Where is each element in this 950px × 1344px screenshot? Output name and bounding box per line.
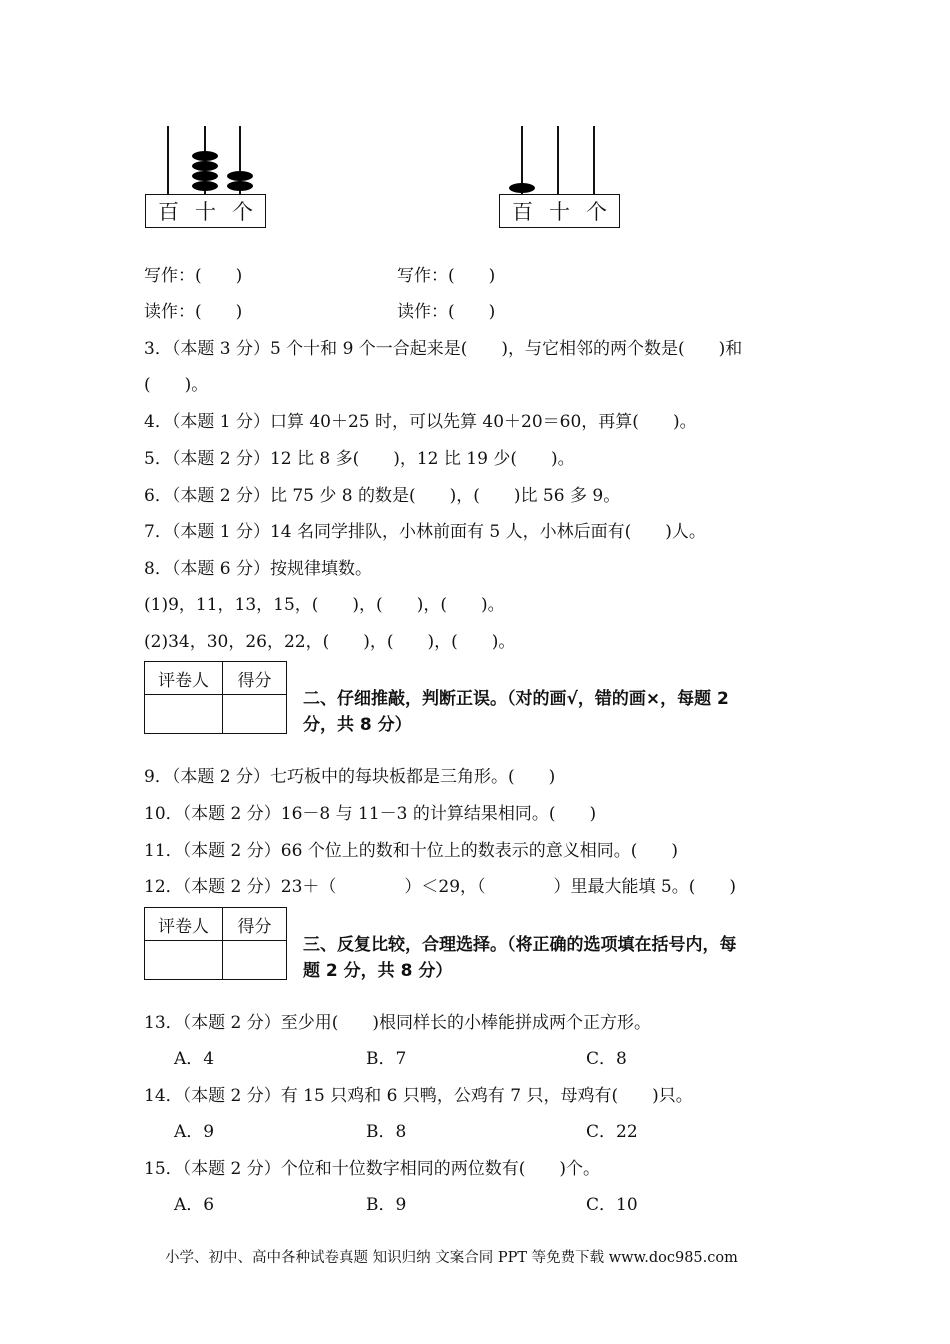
score-table-section-3 [144, 907, 287, 980]
question-12: 12．（本题 2 分）23＋（ ）＜29，（ ）里最大能填 5。( ) [144, 877, 737, 897]
abacus-label-hundreds: 百 [512, 200, 533, 224]
abacus-bead [192, 161, 218, 171]
abacus-bead [509, 183, 535, 193]
abacus-label-tens: 十 [549, 200, 570, 224]
read-right: 读作：( ) [397, 302, 496, 322]
score-cell [223, 941, 287, 980]
question-14-option-b: B．8 [366, 1122, 407, 1142]
grader-cell [145, 695, 223, 734]
section-3-title-line-2: 题 2 分，共 8 分） [303, 961, 453, 981]
question-15-option-a: A．6 [174, 1195, 215, 1215]
section-2-title-line-2: 分，共 8 分） [303, 715, 412, 735]
question-5: 5．（本题 2 分）12 比 8 多( )，12 比 19 少( )。 [144, 449, 575, 469]
score-table-section-2 [144, 661, 287, 734]
abacus-label-ones: 个 [586, 200, 607, 224]
question-13-option-c: C．8 [586, 1049, 627, 1069]
abacus-label-tens: 十 [195, 200, 216, 224]
question-9: 9．（本题 2 分）七巧板中的每块板都是三角形。( ) [144, 767, 556, 787]
question-8-part-2: (2)34，30，26，22，( )，( )，( )。 [144, 632, 516, 652]
score-header: 得分 [223, 908, 287, 941]
section-3-title [303, 932, 737, 984]
question-6: 6．（本题 2 分）比 75 少 8 的数是( )，( )比 56 多 9。 [144, 486, 621, 506]
question-8: 8．（本题 6 分）按规律填数。 [144, 559, 372, 579]
abacus-left-label-box [145, 194, 266, 228]
score-cell [223, 695, 287, 734]
question-7: 7．（本题 1 分）14 名同学排队，小林前面有 5 人，小林后面有( )人。 [144, 522, 706, 542]
question-8-part-1: (1)9，11，13，15，( )，( )，( )。 [144, 595, 505, 615]
section-2-title-line-1: 二、仔细推敲，判断正误。（对的画√，错的画×，每题 2 [303, 689, 729, 709]
abacus-bead [192, 171, 218, 181]
abacus-right-rod-ones [593, 126, 595, 194]
abacus-left-rod-hundreds [167, 126, 169, 194]
question-13-option-a: A．4 [174, 1049, 215, 1069]
write-right: 写作：( ) [397, 266, 496, 286]
abacus-label-hundreds: 百 [158, 200, 179, 224]
question-10: 10．（本题 2 分）16－8 与 11－3 的计算结果相同。( ) [144, 804, 597, 824]
question-4: 4．（本题 1 分）口算 40＋25 时，可以先算 40＋20＝60，再算( )。 [144, 412, 697, 432]
question-14-option-a: A．9 [174, 1122, 215, 1142]
abacus-bead [192, 181, 218, 191]
footer-banner: 小学、初中、高中各种试卷真题 知识归纳 文案合同 PPT 等免费下载 www.doc985.com [165, 1250, 738, 1266]
question-15-option-c: C．10 [586, 1195, 638, 1215]
question-3: 3．（本题 3 分）5 个十和 9 个一合起来是( )，与它相邻的两个数是( )和 [144, 339, 743, 359]
question-3-continued: ( )。 [144, 375, 209, 395]
abacus-right-label-box [499, 194, 620, 228]
write-left: 写作：( ) [144, 266, 243, 286]
abacus-bead [227, 181, 253, 191]
question-15: 15．（本题 2 分）个位和十位数字相同的两位数有( )个。 [144, 1159, 601, 1179]
grader-cell [145, 941, 223, 980]
abacus-label-ones: 个 [232, 200, 253, 224]
score-header: 得分 [223, 662, 287, 695]
question-13: 13．（本题 2 分）至少用( )根同样长的小棒能拼成两个正方形。 [144, 1013, 652, 1033]
question-14-option-c: C．22 [586, 1122, 638, 1142]
abacus-right-rod-tens [557, 126, 559, 194]
section-2-title [303, 686, 729, 738]
abacus-bead [192, 151, 218, 161]
section-3-title-line-1: 三、反复比较，合理选择。（将正确的选项填在括号内，每 [303, 935, 737, 955]
grader-header: 评卷人 [145, 908, 223, 941]
question-14: 14．（本题 2 分）有 15 只鸡和 6 只鸭，公鸡有 7 只，母鸡有( )只。 [144, 1086, 693, 1106]
question-13-option-b: B．7 [366, 1049, 407, 1069]
abacus-bead [227, 171, 253, 181]
read-left: 读作：( ) [144, 302, 243, 322]
question-15-option-b: B．9 [366, 1195, 407, 1215]
question-11: 11．（本题 2 分）66 个位上的数和十位上的数表示的意义相同。( ) [144, 841, 679, 861]
grader-header: 评卷人 [145, 662, 223, 695]
